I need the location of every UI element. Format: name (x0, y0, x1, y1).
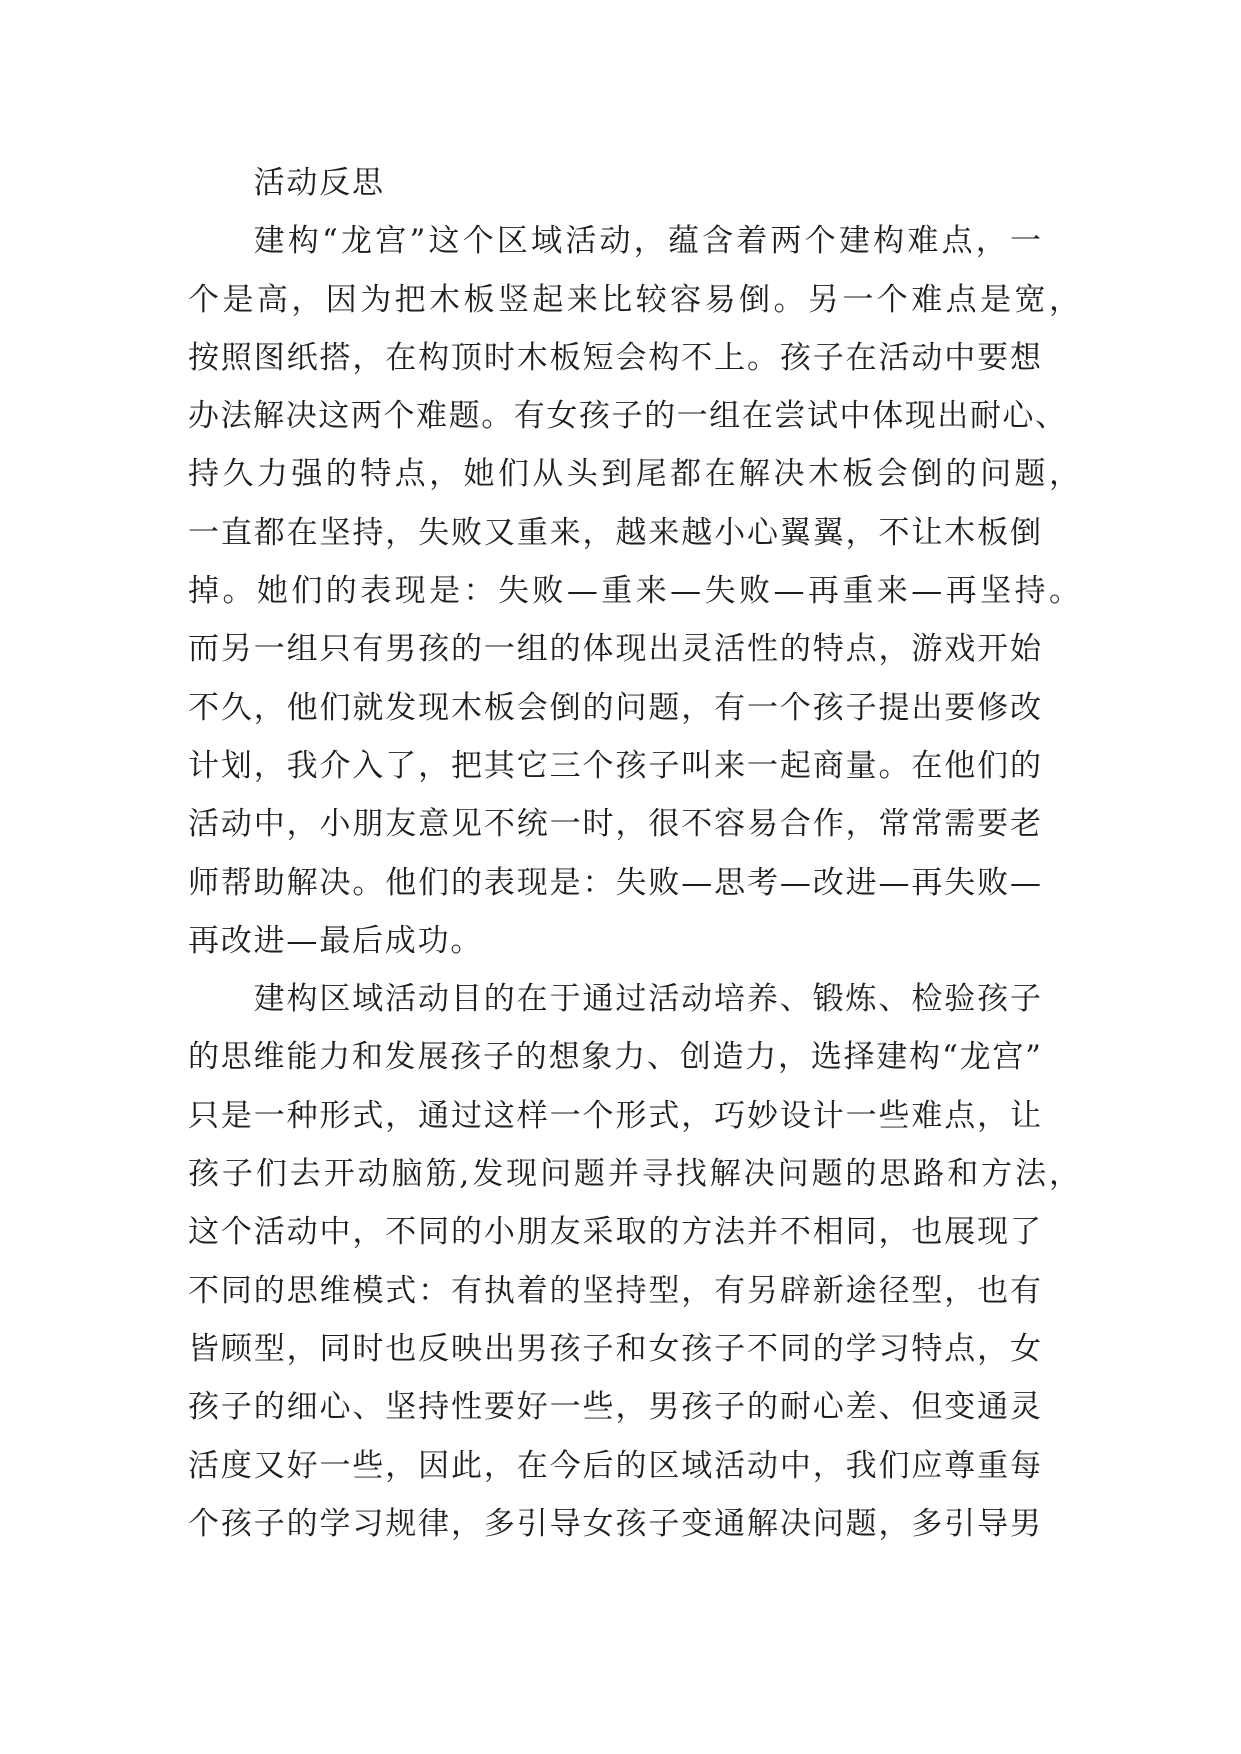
document-body (188, 154, 1088, 1553)
text-line: 按照图纸搭，在构顶时木板短会构不上。孩子在活动中要想 (188, 339, 1041, 376)
text-line: 而另一组只有男孩的一组的体现出灵活性的特点，游戏开始 (188, 631, 1041, 668)
paragraph-reflection (188, 970, 1088, 1553)
text-line: 建构区域活动目的在于通过活动培养、锻炼、检验孩子 (253, 981, 1041, 1018)
text-line: 师帮助解决。他们的表现是：失败—思考—改进—再失败— (188, 864, 1041, 901)
heading-line: 活动反思 (253, 165, 385, 201)
text-line: 办法解决这两个难题。有女孩子的一组在尝试中体现出耐心、 (188, 398, 1066, 435)
text-line: 的思维能力和发展孩子的想象力、创造力，选择建构“龙宫” (188, 1039, 1041, 1076)
text-line: 孩子的细心、坚持性要好一些，男孩子的耐心差、但变通灵 (188, 1389, 1041, 1426)
text-line: 掉。她们的表现是：失败—重来—失败—再重来—再坚持。 (188, 573, 1080, 610)
text-line: 这个活动中，不同的小朋友采取的方法并不相同，也展现了 (188, 1214, 1041, 1251)
text-line: 个是高，因为把木板竖起来比较容易倒。另一个难点是宽， (188, 281, 1080, 318)
text-line: 个孩子的学习规律，多引导女孩子变通解决问题，多引导男 (188, 1505, 1041, 1542)
text-line: 活动中，小朋友意见不统一时，很不容易合作，常常需要老 (188, 806, 1041, 843)
text-line: 持久力强的特点，她们从头到尾都在解决木板会倒的问题， (188, 456, 1080, 493)
text-line: 不久，他们就发现木板会倒的问题，有一个孩子提出要修改 (188, 689, 1041, 726)
section-heading (188, 154, 1088, 212)
paragraph-activity-description (188, 212, 1088, 970)
text-line: 建构“龙宫”这个区域活动，蕴含着两个建构难点，一 (253, 223, 1041, 260)
text-line: 一直都在坚持，失败又重来，越来越小心翼翼，不让木板倒 (188, 514, 1041, 551)
text-line: 再改进—最后成功。 (188, 922, 484, 959)
text-line: 皆顾型，同时也反映出男孩子和女孩子不同的学习特点，女 (188, 1330, 1041, 1367)
text-line: 只是一种形式，通过这样一个形式，巧妙设计一些难点，让 (188, 1097, 1041, 1134)
text-line: 不同的思维模式：有执着的坚持型，有另辟新途径型，也有 (188, 1272, 1041, 1309)
text-line: 孩子们去开动脑筋,发现问题并寻找解决问题的思路和方法， (188, 1156, 1080, 1193)
text-line: 计划，我介入了，把其它三个孩子叫来一起商量。在他们的 (188, 747, 1041, 784)
text-line: 活度又好一些，因此，在今后的区域活动中，我们应尊重每 (188, 1447, 1041, 1484)
